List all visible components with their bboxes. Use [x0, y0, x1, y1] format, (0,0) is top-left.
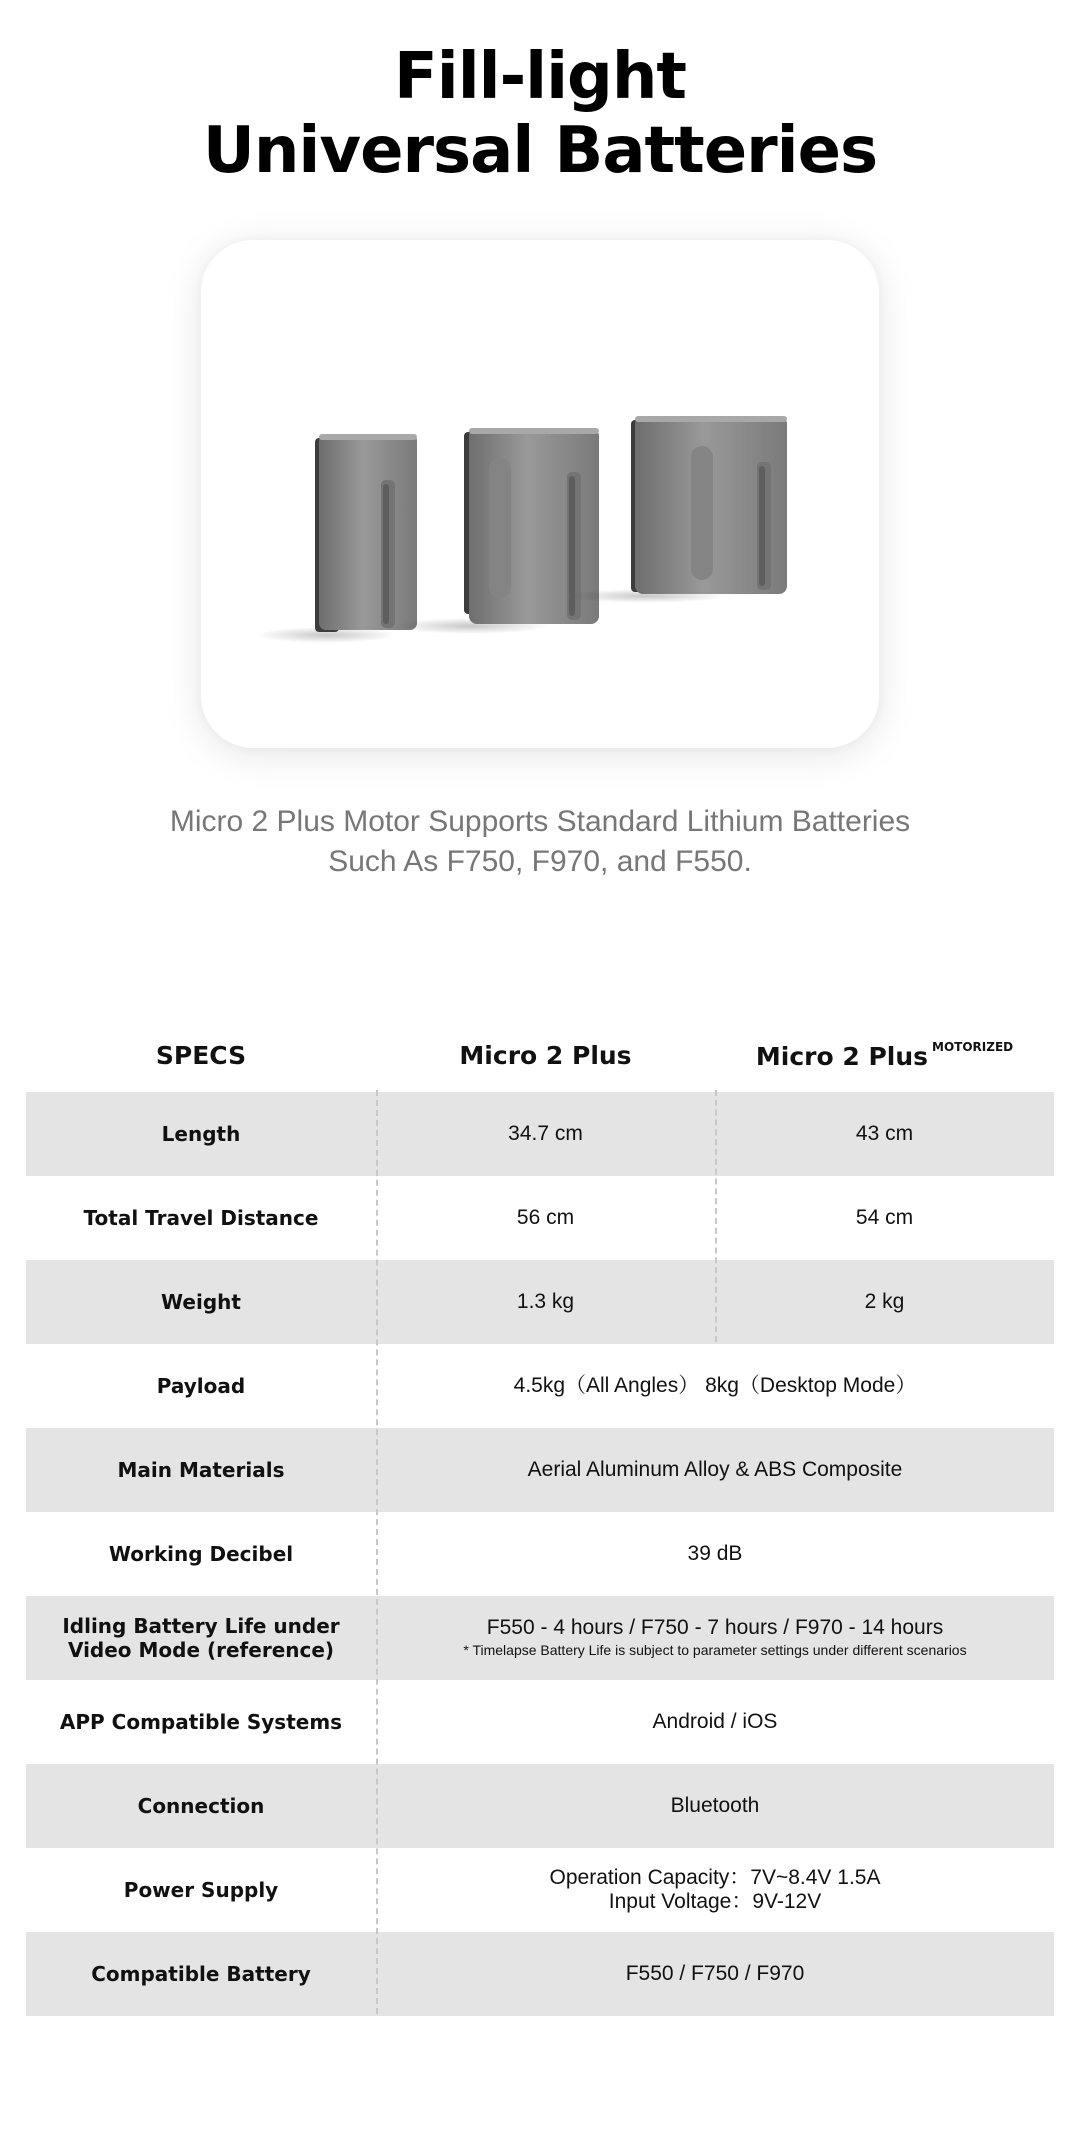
row-value: 54 cm [855, 1206, 914, 1229]
column-divider-1 [376, 1090, 378, 2014]
table-row-materials [26, 1428, 1054, 1512]
row-value: Bluetooth [670, 1794, 760, 1817]
row-label-line-1: Idling Battery Life under [62, 1614, 340, 1638]
power-supply-line-1: Operation Capacity：7V~8.4V 1.5A [549, 1866, 881, 1889]
row-label: Payload [156, 1374, 246, 1398]
table-row-travel-distance [26, 1176, 1054, 1260]
description-line-1: Micro 2 Plus Motor Supports Standard Lithium Batteries [169, 805, 911, 838]
micro-2-plus-header: Micro 2 Plus [459, 1040, 632, 1070]
row-label: APP Compatible Systems [59, 1710, 343, 1734]
specs-header: SPECS [155, 1040, 247, 1070]
table-row-decibel [26, 1512, 1054, 1596]
battery-life-note: * Timelapse Battery Life is subject to parameter settings under different scenarios [463, 1642, 967, 1658]
title-line-2: Universal Batteries [202, 114, 878, 188]
row-value [376, 1616, 1054, 1660]
row-value: Android / iOS [652, 1710, 778, 1733]
title-line-1: Fill-light [394, 40, 686, 114]
row-value: Aerial Aluminum Alloy & ABS Composite [527, 1458, 903, 1481]
specs-header-row [26, 1018, 1054, 1092]
row-label: Compatible Battery [91, 1962, 311, 1986]
battery-life-value: F550 - 4 hours / F750 - 7 hours / F970 - 14 hours [486, 1616, 944, 1639]
row-value [376, 1866, 1054, 1914]
table-row-app-systems [26, 1680, 1054, 1764]
row-label: Connection [137, 1794, 265, 1818]
row-label: Length [161, 1122, 241, 1146]
row-label: Total Travel Distance [83, 1206, 319, 1230]
battery-f970-graphic [631, 416, 787, 594]
row-value: 43 cm [855, 1122, 914, 1145]
table-row-connection [26, 1764, 1054, 1848]
row-label: Working Decibel [108, 1542, 294, 1566]
page-title [0, 40, 1080, 188]
row-value: 2 kg [864, 1290, 905, 1313]
battery-f550-graphic [315, 434, 417, 632]
row-label-line-2: Video Mode (reference) [67, 1638, 335, 1662]
row-label: Weight [161, 1290, 241, 1314]
table-row-length [26, 1092, 1054, 1176]
table-row-compatible-battery [26, 1932, 1054, 2016]
row-value: F550 / F750 / F970 [625, 1962, 805, 1985]
row-value: 39 dB [687, 1542, 743, 1565]
row-value: 56 cm [516, 1206, 575, 1229]
row-value: 4.5kg（All Angles） 8kg（Desktop Mode） [513, 1374, 917, 1397]
motorized-superscript: MOTORIZED [932, 1039, 1014, 1054]
column-divider-2 [715, 1090, 717, 1342]
product-description [0, 802, 1080, 882]
specs-table [26, 1018, 1054, 2016]
table-row-weight [26, 1260, 1054, 1344]
micro-2-plus-motorized-header: Micro 2 Plus $^{MOTORIZED}$ [755, 1039, 1014, 1071]
description-line-2: Such As F750, F970, and F550. [328, 845, 752, 878]
table-row-power-supply [26, 1848, 1054, 1932]
row-label [26, 1614, 376, 1662]
batteries-image [201, 240, 879, 748]
row-value: 1.3 kg [516, 1290, 575, 1313]
row-label: Power Supply [123, 1878, 279, 1902]
row-value: 34.7 cm [508, 1122, 583, 1145]
product-image-card [201, 240, 879, 748]
row-label: Main Materials [117, 1458, 285, 1482]
table-row-battery-life [26, 1596, 1054, 1680]
table-row-payload [26, 1344, 1054, 1428]
power-supply-line-2: Input Voltage：9V-12V [608, 1890, 822, 1913]
